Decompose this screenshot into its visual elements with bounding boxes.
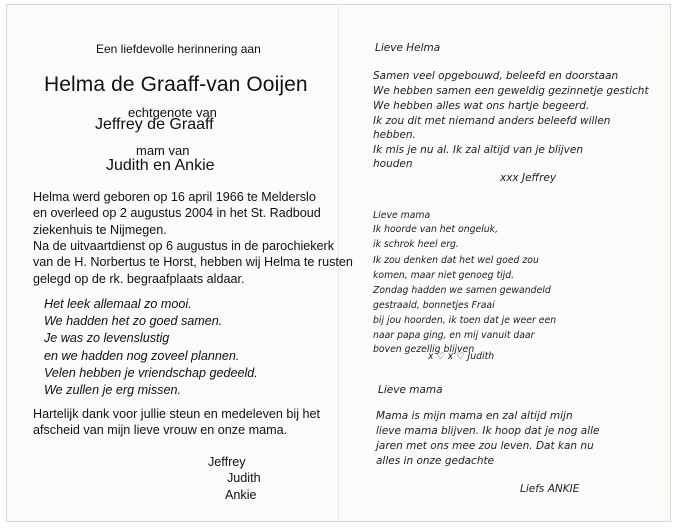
poem [44, 296, 258, 399]
jeffrey-note-line: We hebben samen een geweldig gezinnetje gesticht [373, 85, 649, 97]
thanks-line: Hartelijk dank voor jullie steun en medeleven bij het [33, 407, 321, 421]
poem-line: We hadden het zo goed samen. [44, 314, 223, 329]
thanks-line: afscheid van mijn lieve vrouw en onze mama. [33, 423, 288, 438]
signature-jeffrey: Jeffrey [208, 455, 246, 469]
judith-note-line: boven gezellig blijven [373, 344, 475, 355]
judith-note-line: Ik hoorde van het ongeluk, [373, 224, 499, 235]
jeffrey-signature: xxx Jeffrey [500, 172, 557, 184]
jeffrey-note-line: Ik zou dit met niemand anders beleefd willen [373, 115, 611, 127]
relation-spouse: echtgenote van [128, 105, 217, 120]
judith-note-line: bij jou hoorden, ik toen dat je weer een [373, 315, 557, 326]
funeral-line: Na de uitvaartdienst op 6 augustus in de parochiekerk [33, 239, 335, 253]
ankie-note-line: Mama is mijn mama en zal altijd mijn [376, 410, 573, 422]
jeffrey-note-line: We hebben alles wat ons hartje begeerd. [373, 100, 590, 112]
judith-note-line: ik schrok heel erg. [373, 239, 459, 250]
ankie-signature: Liefs ANKIE [520, 483, 580, 495]
judith-greeting: Lieve mama [373, 210, 431, 221]
judith-note-line: gestraald, bonnetjes Fraai [373, 300, 495, 311]
signature-ankie: Ankie [225, 488, 257, 502]
poem-line: Velen hebben je vriendschap gedeeld. [44, 365, 258, 380]
thanks-paragraph [33, 406, 320, 439]
bio-line: ziekenhuis te Nijmegen. [33, 222, 167, 237]
jeffrey-note-line: hebben. [373, 129, 416, 141]
bio-line: Helma werd geboren op 16 april 1966 te Melderslo [33, 190, 316, 204]
signature-judith: Judith [227, 471, 261, 485]
husband-name: Jeffrey de Graaff [95, 116, 214, 133]
jeffrey-note-line: Samen veel opgebouwd, beleefd en doorstaan [373, 70, 619, 82]
deceased-name: Helma de Graaff-van Ooijen [44, 73, 308, 96]
ankie-note-line: jaren met ons mee zou leven. Dat kan nu [376, 440, 594, 452]
judith-note-line: naar papa ging, en mij vanuit daar [373, 330, 535, 341]
ankie-greeting: Lieve mama [378, 384, 443, 396]
judith-note-line: Ik zou denken dat het wel goed zou [373, 255, 539, 266]
relation-mother: mam van [136, 143, 190, 158]
ankie-note-line: lieve mama blijven. Ik hoop dat je nog alle [376, 425, 600, 437]
funeral-line: gelegd op de rk. begraafplaats aldaar. [33, 271, 245, 286]
judith-signature: x ♡ x ♡ Judith [428, 351, 495, 362]
funeral-line: van de H. Norbertus te Horst, hebben wij Helma te rusten [33, 255, 353, 270]
bio-paragraph [33, 189, 321, 238]
poem-line: en we hadden nog zoveel plannen. [44, 348, 240, 363]
jeffrey-greeting: Lieve Helma [375, 42, 441, 54]
intro-line: Een liefdevolle herinnering aan [96, 42, 261, 56]
judith-note-line: komen, maar niet genoeg tijd. [373, 270, 515, 281]
judith-note-line: Zondag hadden we samen gewandeld [373, 285, 551, 296]
poem-line: Het leek allemaal zo mooi. [44, 297, 192, 311]
jeffrey-note-line: Ik mis je nu al. Ik zal altijd van je blijven [373, 144, 583, 156]
jeffrey-note-line: houden [373, 158, 413, 170]
poem-line: Je was zo levenslustig [44, 331, 170, 346]
poem-line: We zullen je erg missen. [44, 383, 181, 398]
ankie-note-line: alles in onze gedachte [376, 455, 495, 467]
bio-line: en overleed op 2 augustus 2004 in het St. Radboud [33, 206, 321, 221]
children-names: Judith en Ankie [106, 157, 215, 174]
funeral-paragraph [33, 238, 353, 287]
